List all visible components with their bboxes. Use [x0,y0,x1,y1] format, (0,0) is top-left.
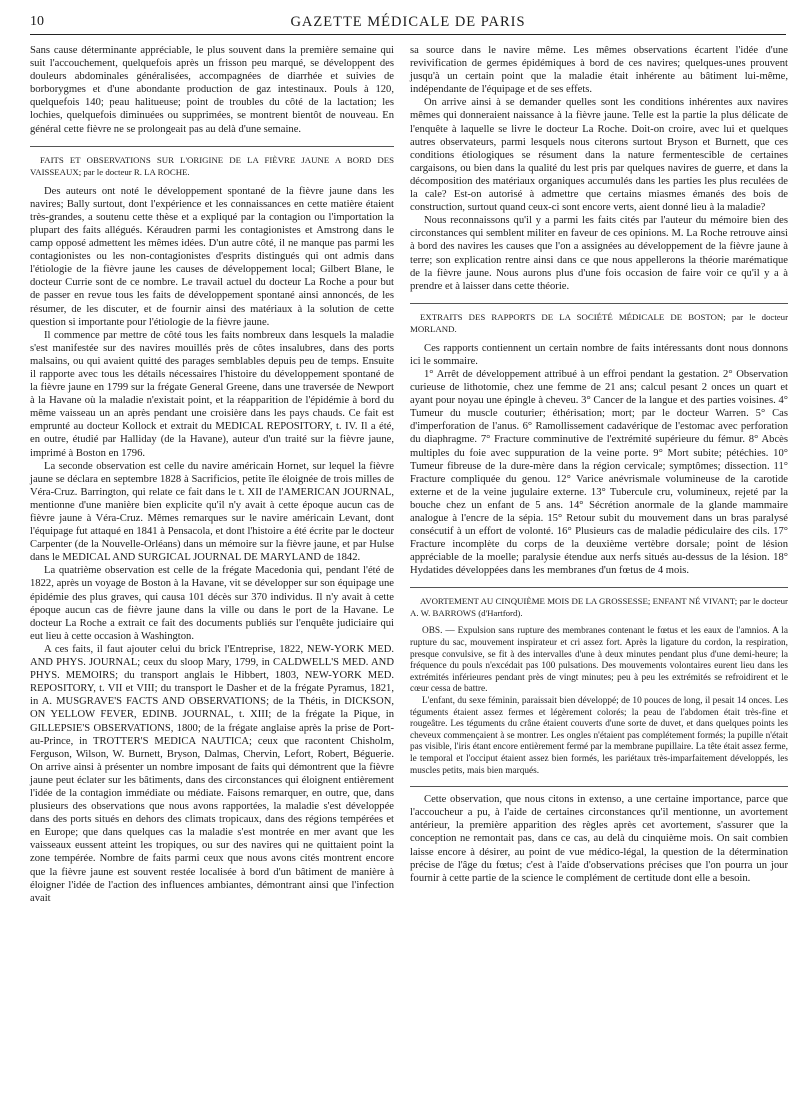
article-paragraph: Il commence par mettre de côté tous les faits nombreux dans lesquels la maladie s'est manifestée sur des navires mouillés près de côtes insalubres, dans des ports malsains, ou qui avaient quitté des parages semblables depuis peu de temps. Ensuite il rapporte avec tous les détails nécessaires l'histoire du développement spontané de la fièvre jaune en 1799 sur la frégate General Greene, dans une traversée de Newport à la Havane où la maladie n'existait point, et la réapparition de l'épidémie à bord du même vaisseau un an après pendant une croisière dans les pays chauds. Ce fait est emprunté au docteur Kollock et extrait du MEDICAL REPOSITORY, t. IV. Il a été, en outre, étudié par Halliday (de la Havane), auteur d'un traité sur la fièvre jaune, imprimé à Boston en 1796. [30,329,394,459]
article-paragraph: A ces faits, il faut ajouter celui du brick l'Entreprise, 1822, NEW-YORK MED. AND PHYS. JOURNAL; ceux du sloop Mary, 1799, in CALDWELL'S MED. AND PHYS. MEMOIRS; du transport anglais le Hibbert, 1803, NEW-YORK MED. REPOSITORY, t. VII et VIII; du transport le Dasher et de la frégate Pyramus, 1821, in A. MUSGRAVE'S FACTS AND OBSERVATIONS; de la Thétis, in DICKSON, ON YELLOW FEVER, EDINB. JOURNAL, t. XIII; de la frégate la Pique, in GILLEPSIE'S OBSERVATIONS, 1800; de la frégate anglaise après la prise de Port-au-Prince, in TROTTER'S MEDICA NAUTICA; ceux que racontent Chisholm, Ferguson, Wilson, W. Burnett, Bryson, Dalmas, Chervin, Lefort, Robert, Béguerie. On arrive ainsi à présenter un nombre imposant de faits qui démontrent que la fièvre jaune peut éclater sur les bâtiments, dans des circonstances qui éloignent entièrement l'idée de la contagion immédiate ou médiate. Faisons remarquer, en outre, que, dans plusieurs des observations que nous avons rapportées, la maladie s'est développée dans des ports situés en dehors des climats tropicaux, dans des régions tempérées et en Europe; que dans quelques cas la maladie s'est montrée en mer avant que les vaisseaux eussent atteint les tropiques, ou sur des navires qui ne quittaient point la zone tempérée. Nombre de faits parmi ceux que nous avons cités montrent encore que la fièvre jaune est souvent restée localisée à bord d'un bâtiment de manière à éloigner l'idée de l'action des influences ambiantes, démontrant ainsi que l'infection avait [30,643,394,904]
article-paragraph: Des auteurs ont noté le développement spontané de la fièvre jaune dans les navires; Bally surtout, dont l'expérience et les connaissances en cette matière étaient très-grandes, a soutenu cette thèse et a expliqué par la contagion ou l'importation la plupart des faits allégués. Kéraudren parmi les contagionistes et Amstrong dans le camp opposé admettent les mêmes idées. D'un autre côté, il ne manque pas parmi les contagionistes ou les non-contagionistes d'esprits distingués qui ont admis dans l'étiologie de la fièvre jaune les causes de développement local; Gilbert Blane, le docteur Currie sont de ce nombre. Le travail actuel du docteur La Roche a pour but de passer en revue tous les faits de développement spontané ainsi annoncés, de les résumer, de les discuter, et de fournir ainsi des matériaux à la solution de cette question si importante pour l'étiologie de la fièvre jaune. [30,185,394,328]
article-paragraph: On arrive ainsi à se demander quelles sont les conditions inhérentes aux navires mêmes qui donneraient naissance à la fièvre jaune. Telle est la partie la plus délicate de l'enquête à laquelle se livre le docteur La Roche. Doit-on croire, avec lui et quelques autres observateurs, parmi lesquels nous citerons surtout Bryson et Burnett, que ces conditions étiologiques se résument dans la nature fermentescible de certaines cargaisons, ou bien dans la qualité du lest pris par quelques navires de guerre, et dans la décomposition des matériaux organiques accumulés dans les parties les plus reculées de la cale? Est-on autorisé à admettre que certains miasmes émanés des bois de construction, surtout quand ceux-ci sont encore verts, aient donné lieu à la maladie? [410,97,788,214]
page-number: 10 [30,14,44,29]
divider [410,786,788,787]
observation-paragraph: OBS. — Expulsion sans rupture des membranes contenant le fœtus et les eaux de l'amnios. A la rupture du sac, mouvement inspirateur et cri assez fort. Après la ligature du cordon, la respiration, presque convulsive, se fit à des intervalles d'une à deux minutes pendant plus d'une demi-heure; la fréquence du pouls n'excédait pas 100 pulsations. Des mouvements volontaires eurent lieu dans les extrémités inférieures pendant près de vingt minutes; peu à peu les extrémités se refroidirent et le cœur cessa de battre. [410,626,788,695]
article-paragraph: sa source dans le navire même. Les mêmes observations écartent l'idée d'une revivification de germes épidémiques à bord de ces navires; quelques-unes prouvent jusqu'à un certain point que la maladie était inhérente au bâtiment lui-même, indépendante de l'équipage et de ses effets. [410,45,788,96]
article-paragraph: Sans cause déterminante appréciable, le plus souvent dans la première semaine qui suit l'accouchement, quelquefois après un frisson peu marqué, se développent des douleurs abdominales généralisées, accompagnées de diarrhée et suivies de borborygmes et d'une abondante production de gaz intestinaux. Pouls à 120, quelquefois 140; peau halitueuse; point de troubles du côté de la lactation; les lochies, quelquefois diminuées ou supprimées, se montrent bientôt de nouveau. En général cette fièvre ne se prolongeait pas au delà d'une semaine. [30,45,394,135]
article-paragraph: Ces rapports contiennent un certain nombre de faits intéressants dont nous donnons ici le sommaire. [410,342,788,367]
case-summary-list: 1° Arrêt de développement attribué à un effroi pendant la gestation. 2° Observation curieuse de lithotomie, chez une femme de 21 ans; calcul pesant 2 onces un quart et ayant pour noyau une épingle à cheveu. 3° Cancer de la langue et des parties voisines. 4° Tumeur du muscle couturier; éthérisation; mort; par le docteur Warren. 5° Cas d'imperforation de l'anus. 6° Ramollissement cadavérique de l'estomac avec perforation du diaphragme. 7° Fracture comminutive de l'extrémité supérieure du fémur. 8° Abcès multiples du foie avec suppuration de la veine porte. 9° Mort subite; pétéchies. 10° Tumeur fibreuse de la dure-mère dans la région cervicale; symptômes; dissection. 11° Fracture compliquée du genou. 12° Varice anévrismale volumineuse de la carotide externe et de la veine jugulaire externe. 13° Tubercule cru, volumineux, rejeté par la bouche chez un enfant de 5 ans. 14° Sécrétion anormale de la glande mammaire analogue à l'encre de la sépia. 15° Retour subit du mouvement dans un bras paralysé consécutif à un effort de volonté. 16° Plusieurs cas de maladie pédiculaire des cils. 17° Fracture incomplète du corps de la deuxième vertèbre dorsale; point de lésion appréciable de la moelle; paralysie étendue aux nerfs situés au-dessus de la lésion. 18° Hydatides développées dans les membranes d'un fœtus de 4 mois. [410,368,788,577]
article-paragraph: Nous reconnaissons qu'il y a parmi les faits cités par l'auteur du mémoire bien des circonstances qui semblent militer en faveur de ces opinions. M. La Roche retrouve ainsi à bord des navires les causes que l'on a assignées au développement de la fièvre jaune à terre; son explication rentre ainsi dans ce que nous appellerons la théorie marématique de la fièvre jaune. Nous aurons plus d'une fois occasion de faire voir ce qu'il y a à prendre et à laisser dans cette théorie. [410,215,788,292]
section-heading: AVORTEMENT AU CINQUIÈME MOIS DE LA GROSSESSE; ENFANT NÉ VIVANT; par le docteur A. W. BARROWS (d'Hartford). [410,587,788,619]
section-heading: FAITS ET OBSERVATIONS SUR L'ORIGINE DE LA FIÈVRE JAUNE A BORD DES VAISSEAUX; par le docteur R. LA ROCHE. [30,146,394,178]
left-column [30,44,394,905]
page-header [30,12,786,35]
right-column [410,44,788,885]
article-paragraph: La seconde observation est celle du navire américain Hornet, sur lequel la fièvre jaune se déclara en septembre 1828 à Sacrificios, petite île éloignée de trois milles de Véra-Cruz. Barrington, qui relate ce fait dans le t. XII de l'AMERICAN JOURNAL, mentionne d'une manière bien explicite qu'il n'y avait à cette époque aucun cas de fièvre jaune à Véra-Cruz. Mêmes remarques sur le navire américain Levant, dont l'équipage fut attaqué en 1841 à Pensacola, et dont l'histoire a été écrite par le docteur Carpenter (de la Nouvelle-Orléans) dans un mémoire sur la fièvre jaune, et par Hulse dans le MEDICAL AND SURGICAL JOURNAL DE MARYLAND de 1842. [30,460,394,564]
journal-title: GAZETTE MÉDICALE DE PARIS [290,14,526,30]
observation-block [410,626,788,777]
section-heading: EXTRAITS DES RAPPORTS DE LA SOCIÉTÉ MÉDICALE DE BOSTON; par le docteur MORLAND. [410,303,788,335]
article-paragraph: Cette observation, que nous citons in extenso, a une certaine importance, parce que l'accoucheur a pu, à l'aide de certaines circonstances qu'il mentionne, un avortement antérieur, la première apparition des règles après cet avortement, s'assurer que la conception ne remontait pas, dans ce cas, au delà du cinquième mois. On sait combien laisse encore à désirer, au point de vue médico-légal, la question de la détermination précise de l'âge du fœtus; c'est à l'aide d'observations précises que l'on pourra un jour fournir à cette partie de la science le complément de certitude dont elle a besoin. [410,794,788,884]
observation-paragraph: L'enfant, du sexe féminin, paraissait bien développé; de 10 pouces de long, il pesait 14 onces. Les téguments étaient assez fermes et légèrement colorés; la peau de l'abdomen était très-fine et rougeâtre. Les téguments du crâne étaient couverts d'une sorte de duvet, et dans quelques points les cheveux commençaient à se montrer. Les ongles n'étaient pas complétement formés; la pupille n'était pas visible, l'iris étant encore entièrement fermé par la membrane pupillaire. La tête était assez ferme, le temporal et l'occiput étaient assez bien formés, les pariétaux très-imparfaitement développés, les muscles petits, mais bien marqués. [410,696,788,776]
article-paragraph: La quatrième observation est celle de la frégate Macedonia qui, pendant l'été de 1822, après un voyage de Boston à la Havane, vit se développer sur son équipage une épidémie des plus graves, qui causa 101 décès sur 370 individus. Il n'y avait à cette époque aucun cas de fièvre jaune dans la ville ou dans le port de la Havane. Le docteur La Roche a extrait ce fait des documents publiés sur l'enquête judiciaire qui eut lieu à cette occasion à Washington. [30,565,394,642]
